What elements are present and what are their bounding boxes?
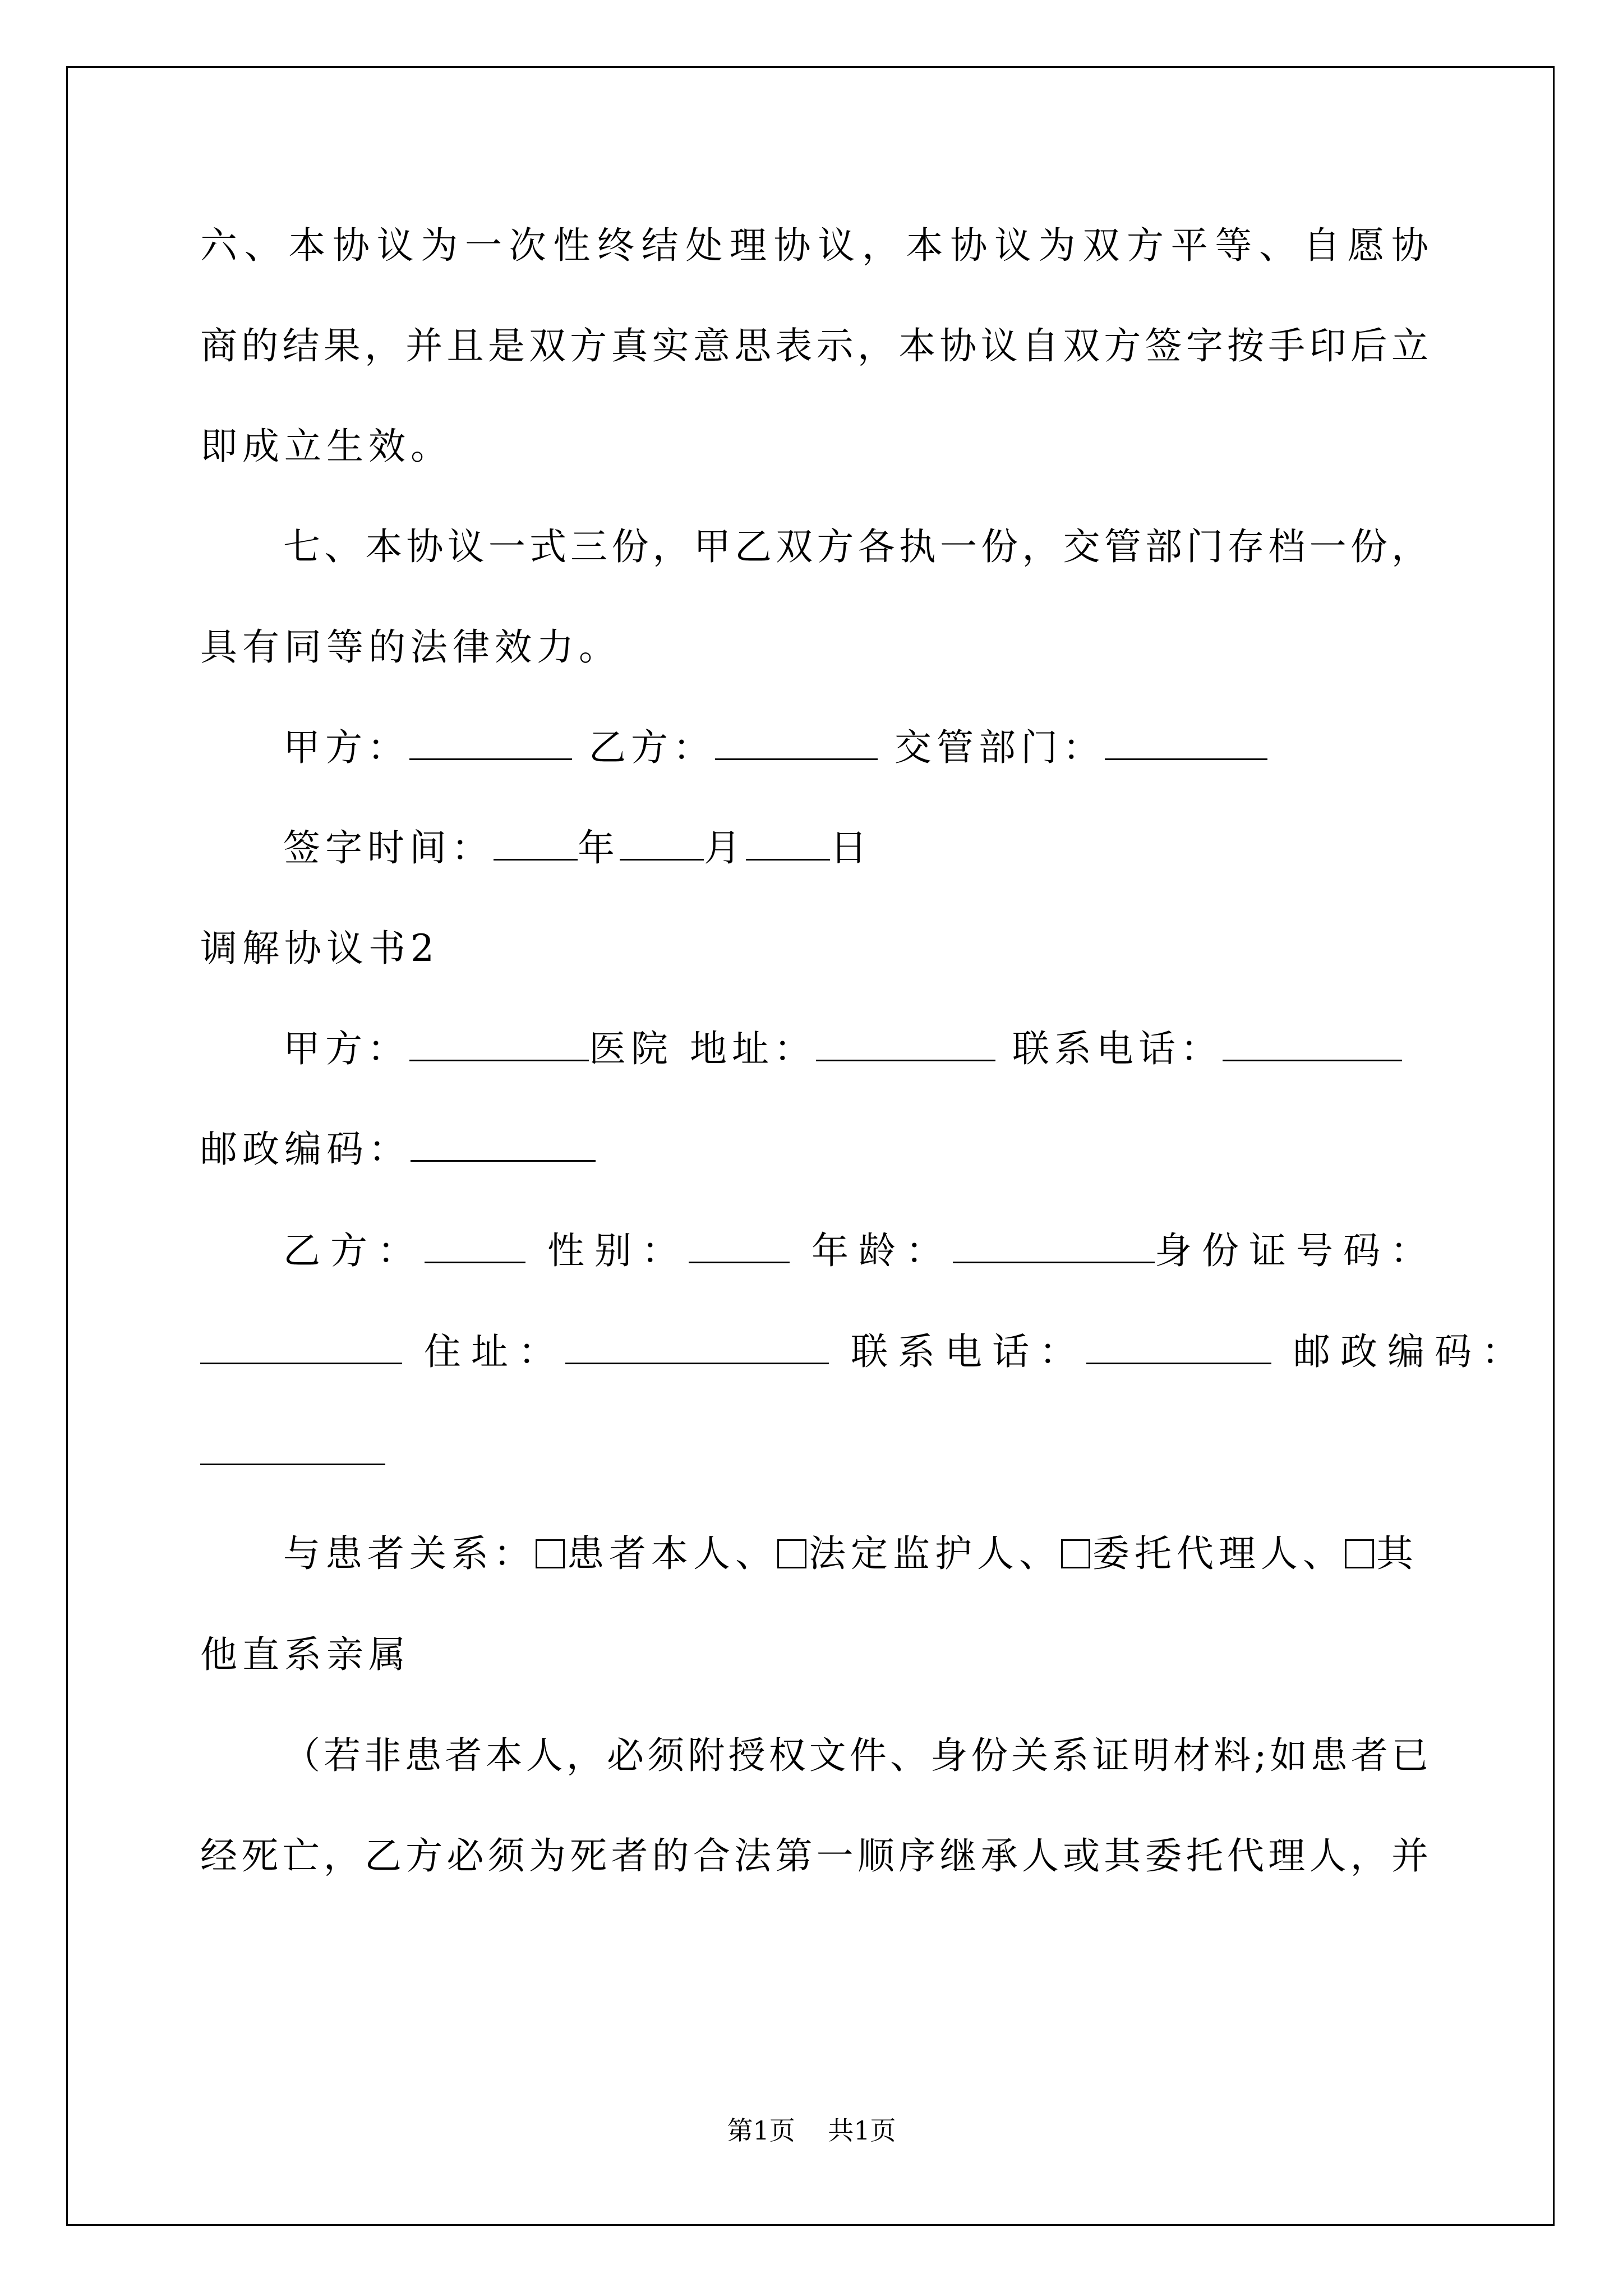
id-number-label: 身份证号码： (1154, 1229, 1437, 1272)
para-6-line-1: 六、本协议为一次性终结处理协议，本协议为双方平等、自愿协 (200, 224, 1428, 267)
relation-line-1 (283, 1531, 1418, 1576)
party-b-phone-blank[interactable] (1086, 1330, 1271, 1364)
gender-label: 性别： (547, 1229, 689, 1272)
sign-date-label: 签字时间： (283, 826, 494, 869)
para-6-line-3: 即成立生效。 (200, 425, 453, 468)
party-b-info-line-1 (283, 1228, 1437, 1273)
party-a-address-blank[interactable] (816, 1027, 995, 1061)
day-blank[interactable] (746, 826, 830, 861)
month-label: 月 (704, 826, 746, 869)
party-a-info-line-2 (200, 1127, 596, 1172)
month-blank[interactable] (620, 826, 704, 861)
party-a-postcode-blank[interactable] (411, 1128, 596, 1162)
note-line-2: 经死亡，乙方必须为死者的合法第一顺序继承人或其委托代理人，并 (200, 1834, 1428, 1878)
age-blank[interactable] (953, 1229, 1155, 1263)
checkbox-authorized-agent[interactable] (1061, 1539, 1090, 1568)
id-number-blank[interactable] (200, 1330, 402, 1364)
relation-label: 与患者关系： (283, 1532, 536, 1575)
traffic-dept-blank[interactable] (1105, 726, 1267, 760)
party-a-address-label: 地址： (689, 1027, 816, 1070)
page-number: 第1页 (727, 2115, 795, 2146)
relation-option-4a: 其 (1376, 1532, 1418, 1575)
year-blank[interactable] (494, 826, 578, 861)
party-b-phone-label: 联系电话： (850, 1330, 1086, 1373)
age-label: 年龄： (811, 1229, 953, 1272)
section-title: 调解协议书2 (200, 927, 439, 970)
day-label: 日 (830, 826, 872, 869)
checkbox-other-relative[interactable] (1345, 1539, 1374, 1568)
page-footer (0, 2115, 1623, 2146)
relation-option-1: 患者本人、 (567, 1532, 777, 1575)
party-a-blank[interactable] (409, 726, 572, 760)
party-a-info-line-1 (283, 1027, 1402, 1071)
note-line-1: （若非患者本人，必须附授权文件、身份关系证明材料;如患者已 (283, 1734, 1428, 1777)
sign-date-line (283, 826, 872, 871)
party-b-address-label: 住址： (423, 1330, 565, 1373)
traffic-dept-label: 交管部门： (894, 726, 1105, 769)
party-b-info-label: 乙方： (283, 1229, 425, 1272)
party-a-label: 甲方： (283, 726, 409, 769)
party-b-blank[interactable] (715, 726, 878, 760)
signature-line (283, 725, 1267, 770)
party-a-phone-label: 联系电话： (1012, 1027, 1223, 1070)
party-b-address-blank[interactable] (565, 1330, 829, 1364)
page-total: 共1页 (828, 2115, 896, 2146)
hospital-label: 医院 (589, 1027, 673, 1070)
hospital-blank[interactable] (409, 1027, 589, 1061)
party-b-label: 乙方： (588, 726, 715, 769)
party-b-postcode-label: 邮政编码： (1293, 1330, 1529, 1373)
para-7-line-1: 七、本协议一式三份，甲乙双方各执一份，交管部门存档一份， (283, 525, 1428, 568)
year-label: 年 (578, 826, 620, 869)
gender-blank[interactable] (689, 1229, 790, 1263)
party-a-phone-blank[interactable] (1223, 1027, 1402, 1061)
checkbox-patient-self[interactable] (536, 1539, 565, 1568)
para-6-line-2: 商的结果，并且是双方真实意思表示，本协议自双方签字按手印后立 (200, 324, 1428, 367)
checkbox-legal-guardian[interactable] (777, 1539, 806, 1568)
relation-line-2: 他直系亲属 (200, 1633, 411, 1676)
relation-option-2: 法定监护人、 (809, 1532, 1061, 1575)
party-b-postcode-blank[interactable] (200, 1431, 385, 1465)
party-b-info-line-3 (200, 1430, 385, 1475)
party-a-info-label: 甲方： (283, 1027, 409, 1070)
party-a-postcode-label: 邮政编码： (200, 1128, 411, 1171)
party-b-name-blank[interactable] (425, 1229, 525, 1263)
party-b-info-line-2 (200, 1329, 1529, 1374)
para-7-line-2: 具有同等的法律效力。 (200, 625, 621, 669)
relation-option-3: 委托代理人、 (1092, 1532, 1345, 1575)
